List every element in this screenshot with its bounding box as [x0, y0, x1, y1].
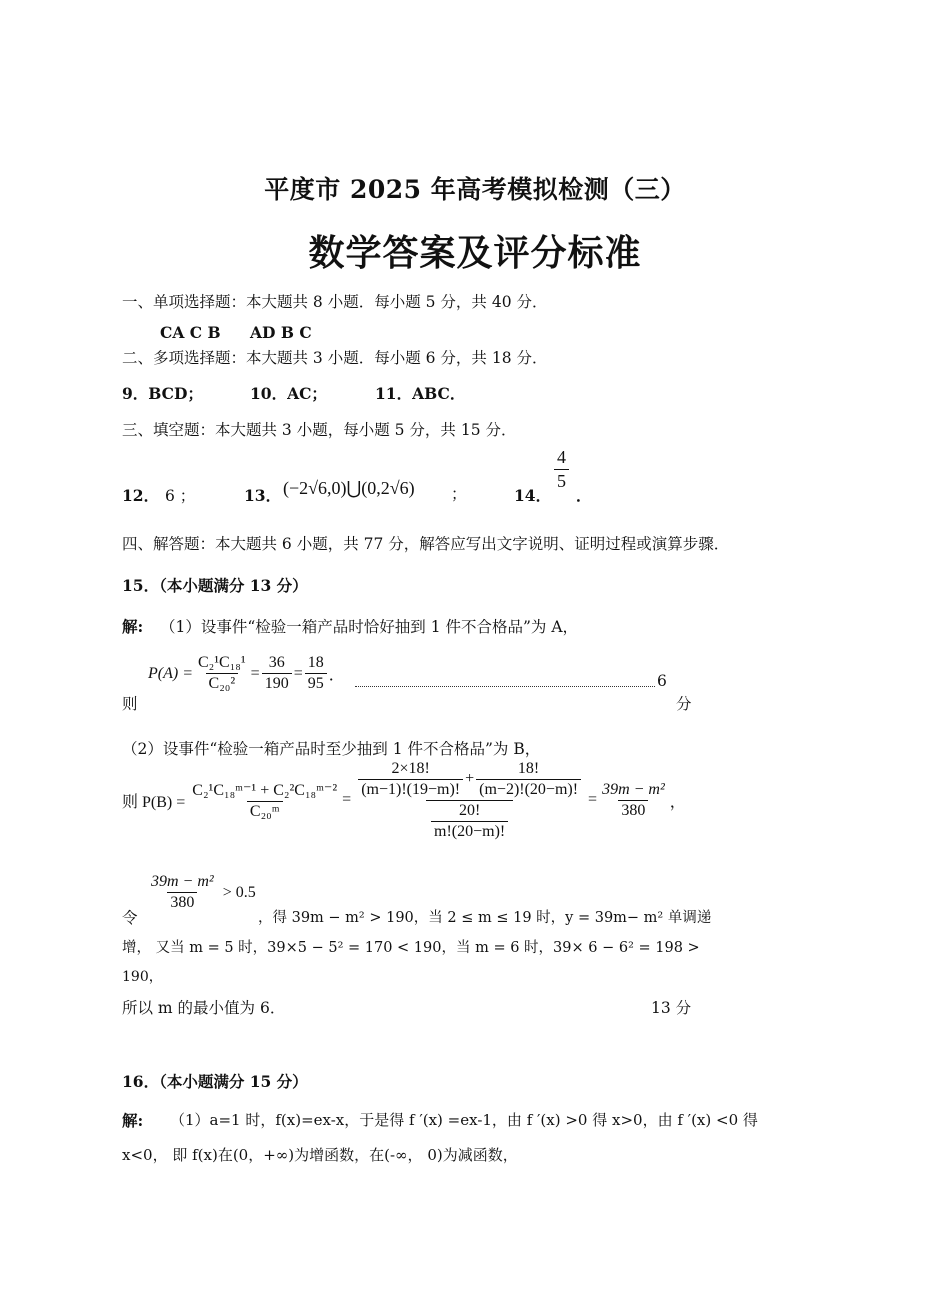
- answer-12-value: 6 ；: [165, 487, 196, 505]
- q15-pb-tail: ，: [669, 793, 686, 811]
- q15-ineq-den: 380: [167, 892, 197, 912]
- q15-pb-bot-num: 20!: [458, 801, 481, 819]
- answer-14-label: 14．: [514, 486, 552, 505]
- answer-11: 11．ABC．: [375, 384, 466, 403]
- q15-pa-equation: [148, 654, 345, 693]
- answer-13-label: 13．: [244, 486, 282, 505]
- q15-line-b: 增， 又当 m = 5 时，39×5 − 5² = 170 < 190，当 m = 6 时，39× 6 − 6² = 198 >: [122, 940, 700, 956]
- q15-heading: 15．（本小题满分 13 分）: [122, 576, 308, 595]
- q15-jie: 解:: [122, 617, 144, 636]
- q15-line-c: 190，: [122, 969, 163, 985]
- q16-line2: x<0， 即 f(x)在(0，+∞)为增函数，在(-∞， 0)为减函数，: [122, 1146, 518, 1164]
- q15-pb-f1-den: C₂₀ᵐ: [247, 801, 283, 821]
- q15-pa-f2-den: 190: [262, 673, 292, 693]
- answer-14-fraction: [552, 447, 571, 492]
- q15-pb-equation: [122, 752, 686, 848]
- answer-10: 10．AC；: [250, 384, 327, 403]
- q15-pa-tail: ．: [328, 667, 345, 684]
- q15-inequality: [146, 873, 256, 912]
- q15-pa-f3-num: 18: [307, 654, 324, 671]
- q15-ze: 则: [122, 695, 138, 713]
- answer-14-tail: ．: [576, 486, 592, 505]
- q15-part1-text: （1）设事件“检验一箱产品时恰好抽到 1 件不合格品”为 A，: [160, 618, 579, 636]
- q15-pb-f1-num: C₂¹C₁₈ᵐ⁻¹ + C₂²C₁₈ᵐ⁻²: [192, 781, 338, 799]
- q16-heading: 16．（本小题满分 15 分）: [122, 1072, 308, 1091]
- q15-pb-eq1: =: [342, 791, 352, 808]
- q15-ling: 令: [122, 909, 138, 927]
- q15-conclusion: 所以 m 的最小值为 6．: [122, 999, 286, 1017]
- q15-pb-bot-den: m!(20−m)!: [431, 821, 508, 841]
- q15-pa-f3-den: 95: [305, 673, 327, 693]
- section4-heading: 四、解答题：本大题共 6 小题，共 77 分，解答应写出文字说明、证明过程或演算步骤．: [122, 535, 730, 553]
- q15-pb-top-b-den: (m−2)!(20−m)!: [476, 779, 581, 799]
- q15-score2: 13 分: [651, 999, 692, 1017]
- q15-pb-plus: +: [465, 770, 475, 787]
- answer-14-denominator: 5: [554, 469, 569, 492]
- section1-answers-b: AD B C: [250, 323, 312, 342]
- q15-ineq-rhs: > 0.5: [222, 883, 256, 901]
- answer-13-tail: ；: [451, 485, 467, 503]
- q15-score1-num: 6: [657, 672, 667, 690]
- answer-14-numerator: 4: [557, 447, 566, 467]
- section1-answers-a: CA C B: [160, 323, 221, 342]
- q15-pb-lhs: 则 P(B) =: [122, 793, 186, 811]
- q15-pb-big-fraction: [353, 760, 586, 841]
- q15-pa-eq2: =: [293, 664, 303, 682]
- section3-heading: 三、填空题：本大题共 3 小题，每小题 5 分，共 15 分．: [122, 421, 517, 439]
- q16-line1: （1）a=1 时，f(x)=ex-x，于是得 f ′(x) =ex-1，由 f ′(x) >0 得 x>0，由 f ′(x) <0 得: [170, 1111, 758, 1129]
- doc-title: 平度市 2025 年高考模拟检测（三）: [264, 175, 686, 204]
- q15-pa-eq1: =: [250, 664, 260, 682]
- q15-pb-top-a-den: (m−1)!(19−m)!: [358, 779, 463, 799]
- q15-pb-eq2: =: [588, 791, 598, 808]
- answer-12-label: 12．: [122, 486, 160, 505]
- q16-jie: 解:: [122, 1111, 144, 1130]
- q15-pb-res-num: 39m − m²: [602, 780, 665, 798]
- q15-pb-top-b-num: 18!: [517, 759, 540, 777]
- q15-score1-leader: [355, 670, 655, 689]
- q15-pa-num: C₂¹C₁₈¹: [198, 654, 246, 671]
- answer-9: 9．BCD；: [122, 384, 203, 403]
- q15-score1-unit: 分: [676, 695, 692, 713]
- q15-pa-den: C₂₀²: [206, 673, 239, 693]
- q15-part2-text: （2）设事件“检验一箱产品时至少抽到 1 件不合格品”为 B，: [122, 740, 541, 758]
- section1-heading: 一、单项选择题：本大题共 8 小题．每小题 5 分，共 40 分．: [122, 293, 548, 311]
- q15-line-a: ，得 39m − m² > 190，当 2 ≤ m ≤ 19 时，y = 39m− m² 单调递: [258, 910, 712, 926]
- doc-subtitle: 数学答案及评分标准: [308, 232, 642, 274]
- q15-pa-f2-num: 36: [268, 654, 285, 671]
- q15-ineq-num: 39m − m²: [151, 873, 214, 890]
- q15-pb-res-den: 380: [618, 800, 648, 820]
- q15-pa-lhs: P(A) =: [148, 664, 193, 682]
- section2-heading: 二、多项选择题：本大题共 3 小题．每小题 6 分，共 18 分．: [122, 349, 548, 367]
- answer-13-value: (−2√6,0)⋃(0,2√6): [283, 478, 415, 498]
- q15-pb-top-a-num: 2×18!: [391, 759, 430, 777]
